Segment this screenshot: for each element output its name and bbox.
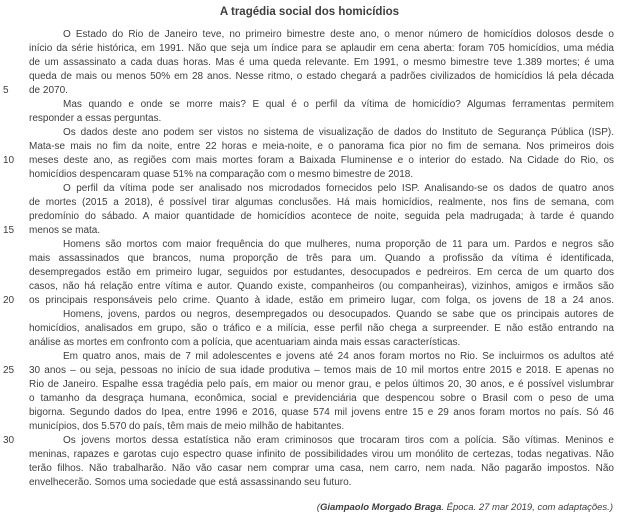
passage-line: municípios, dos 5.570 do país, têm mais de meio milhão de habitantes. [29, 421, 345, 432]
passage-line: 30 Os jovens mortos dessa estatística não eram criminosos que trocaram tiros com a polícia. São vítimas. Meninos e [3, 435, 614, 446]
passage-line: Os dados deste ano podem ser vistos no sistema de visualização de dados do Instituto de Segurança Pública (ISP). [63, 127, 614, 138]
passage-line: Homens, jovens, pardos ou negros, desempregados ou desocupados. Quando se sabe que os principais autores de [63, 309, 614, 320]
line-number: 15 [3, 225, 15, 236]
line-number: 10 [3, 155, 15, 166]
passage-line: início da série histórica, em 1991. Não que seja um índice para se aplaudir em cena aberta: foram 705 homicídios, uma média [29, 43, 614, 54]
citation-paren-open: ( [316, 502, 320, 513]
passage-line: casos, não há relação entre vítima e autor. Quando existe, companheiros (ou companheiras), vizinhos, amigos e irmãos são [29, 281, 614, 292]
passage-line: análise as mortes em confronto com a polícia, que acentuariam ainda mais essas características. [29, 337, 461, 348]
line-number: 30 [3, 435, 15, 446]
passage-line: bigorna. Segundo dados do Ipea, entre 1996 e 2016, quase 574 mil jovens entre 15 e 29 anos foram mortos no país. Só 46 [29, 407, 614, 418]
passage-line: homicídios despencaram quase 51% na comparação com o mesmo bimestre de 2018. [29, 169, 414, 180]
passage-line: Em quatro anos, mais de 7 mil adolescentes e jovens até 24 anos foram mortos no Rio. Se incluirmos os adultos até [63, 351, 614, 362]
line-number: 5 [3, 85, 9, 96]
passage-line: o tamanho da desgraça humana, econômica, social e previdenciária que despencou sobre o Brasil com o peso de uma [29, 393, 614, 404]
line-number: 20 [3, 295, 15, 306]
passage-line: 25 30 anos – ou seja, pessoas no início de sua idade produtiva – temos mais de 10 mil mortos entre 2015 e 2018. E apenas no [3, 365, 614, 376]
passage-line: mais assassinados que brancos, numa proporção de três para um. Quando a profissão da vítima é identificada, [29, 253, 614, 264]
passage-line: queda de mais ou menos 50% em 28 anos. Nesse ritmo, o estado chegará a padrões civilizados de homicídios lá pela década [29, 71, 614, 82]
passage-line: predomínio do sábado. A maior quantidade de homicídios acontece de noite, seguida pela madrugada; à tarde é quando [29, 211, 614, 222]
passage-line: Mata-se mais no fim da noite, entre 22 horas e meia-noite, e o panorama fica pior no fim de semana. Nos primeiros dois [29, 141, 614, 152]
passage-line: de um assassinato a cada duas horas. Mas é uma queda relevante. Em 1991, o mesmo bimestre teve 1.389 mortes; é uma [29, 57, 614, 68]
citation-author: Giampaolo Morgado Braga [319, 502, 442, 513]
passage-line: terão filhos. Não trabalharão. Não vão casar nem comprar uma casa, nem carro, nem nada. Não pagarão impostos. Não [29, 463, 614, 474]
passage-line: homicídios, analisados em grupo, são o tráfico e a milícia, esse perfil não chega a surpreender. E não estão entrando na [29, 323, 614, 334]
citation [317, 501, 613, 514]
passage-line: 15 menos se mata. [3, 225, 101, 236]
passage-line: Homens são mortos com maior frequência do que mulheres, numa proporção de 11 para um. Pardos e negros são [63, 239, 614, 250]
passage-line: O Estado do Rio de Janeiro teve, no primeiro bimestre deste ano, o menor número de homicídios dolosos desde o [63, 29, 614, 40]
passage-line: meninas, rapazes e garotas cujo espectro quase infinito de possibilidades virou um monólito de certezas, todas negativas. Não [29, 449, 614, 460]
passage-line: envelhecerão. Somos uma sociedade que está assassinando seu futuro. [29, 477, 352, 488]
passage-body [3, 28, 614, 490]
passage-line: 20 os principais responsáveis pelo crime. Quanto à idade, estão em primeiro lugar, com folga, os jovens de 18 a 24 anos. [3, 295, 614, 306]
passage-line: de mortes (2015 a 2018), é possível tirar algumas conclusões. Há mais homicídios, realmente, nos fins de semana, com [29, 197, 614, 208]
passage-line: Mas quando e onde se morre mais? E qual é o perfil da vítima de homicídio? Algumas ferramentas permitem [63, 99, 614, 110]
passage-line: desempregados estão em primeiro lugar, seguidos por estudantes, desocupados e pedreiros. Em cerca de um quarto dos [29, 267, 614, 278]
passage-line: 10 meses deste ano, as regiões com mais mortes foram a Baixada Fluminense e o interior do estado. Na Cidade do Rio, os [3, 155, 614, 166]
citation-source: . Época. 27 mar 2019, com adaptações.) [441, 502, 613, 513]
passage-line: O perfil da vítima pode ser analisado nos microdados fornecidos pelo ISP. Analisando-se os dados de quatro anos [63, 183, 614, 194]
passage-line: Rio de Janeiro. Espalhe essa tragédia pelo país, em maior ou menor grau, e pelos últimos 20, 30 anos, e é possível vislumbrar [29, 379, 614, 390]
line-number: 25 [3, 365, 15, 376]
passage-line: responder a essas perguntas. [29, 113, 162, 124]
passage-line: 5 de 2070. [3, 85, 68, 96]
passage-title: A tragédia social dos homicídios [219, 6, 400, 18]
